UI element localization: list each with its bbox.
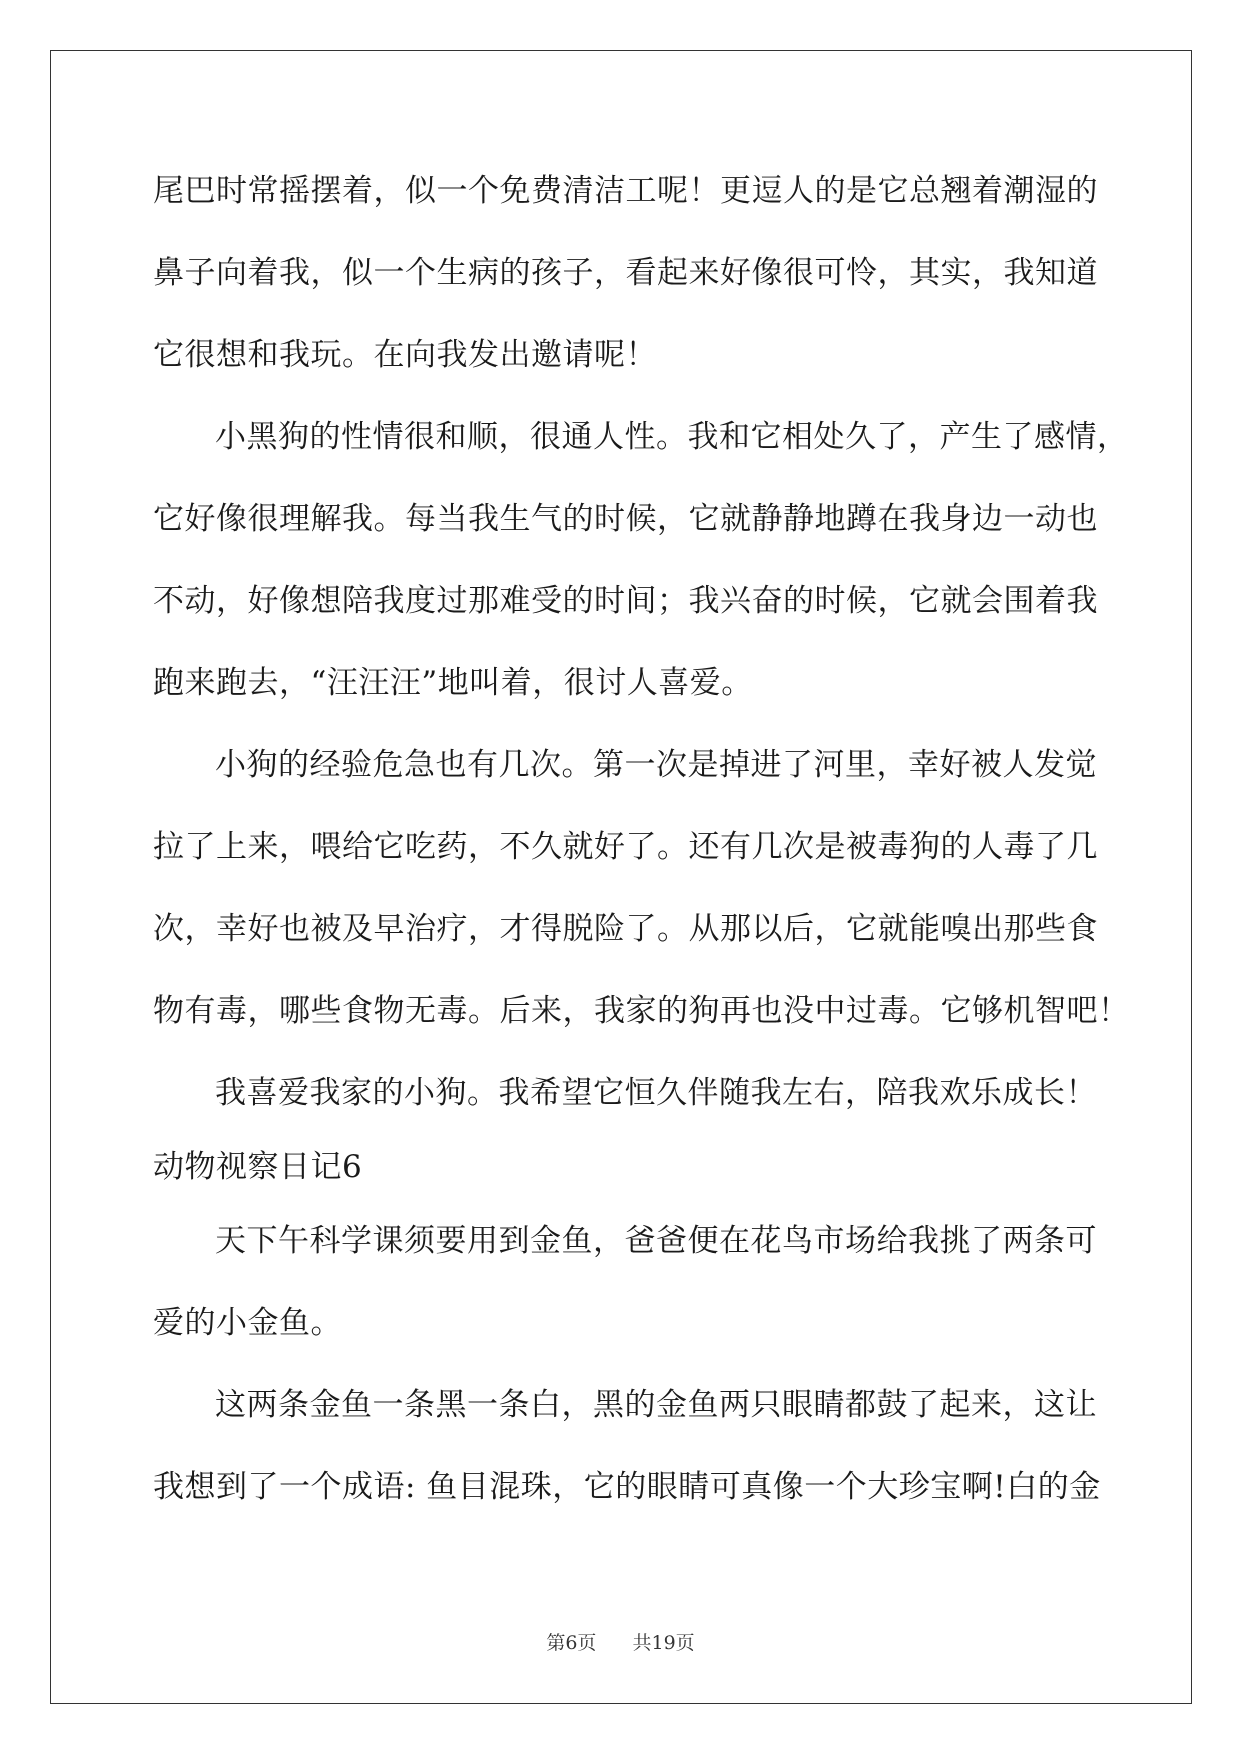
paragraph-start-line: 天下午科学课须要用到金鱼，爸爸便在花鸟市场给我挑了两条可 (215, 1223, 1097, 1259)
page-number: 第6页 (546, 1632, 597, 1654)
text-line: 拉了上来，喂给它吃药，不久就好了。还有几次是被毒狗的人毒了几 (153, 829, 1098, 865)
text-line: 爱的小金鱼。 (153, 1305, 342, 1341)
paragraph-start-line: 我喜爱我家的小狗。我希望它恒久伴随我左右，陪我欢乐成长！ (215, 1075, 1097, 1111)
text-line: 尾巴时常摇摆着，似一个免费清洁工呢！更逗人的是它总翘着潮湿的 (153, 173, 1098, 209)
text-line: 鼻子向着我，似一个生病的孩子，看起来好像很可怜，其实，我知道 (153, 255, 1098, 291)
text-line: 不动，好像想陪我度过那难受的时间；我兴奋的时候，它就会围着我 (153, 583, 1098, 619)
paragraph-start-line: 小黑狗的性情很和顺，很通人性。我和它相处久了，产生了感情， (215, 419, 1129, 455)
text-line: 物有毒，哪些食物无毒。后来，我家的狗再也没中过毒。它够机智吧！ (153, 993, 1130, 1029)
text-line: 次，幸好也被及早治疗，才得脱险了。从那以后，它就能嗅出那些食 (153, 911, 1098, 947)
text-line: 它好像很理解我。每当我生气的时候，它就静静地蹲在我身边一动也 (153, 501, 1098, 537)
page-total: 共19页 (632, 1632, 695, 1654)
page-footer (0, 1628, 1241, 1655)
paragraph-start-line: 这两条金鱼一条黑一条白，黑的金鱼两只眼睛都鼓了起来，这让 (215, 1387, 1097, 1423)
text-line: 我想到了一个成语: 鱼目混珠，它的眼睛可真像一个大珍宝啊!白的金 (153, 1469, 1101, 1505)
section-heading: 动物视察日记6 (153, 1149, 363, 1185)
text-line: 它很想和我玩。在向我发出邀请呢！ (153, 337, 657, 373)
text-line: 跑来跑去，“汪汪汪”地叫着，很讨人喜爱。 (153, 665, 753, 701)
document-body (153, 162, 1130, 1540)
paragraph-start-line: 小狗的经验危急也有几次。第一次是掉进了河里，幸好被人发觉 (215, 747, 1097, 783)
